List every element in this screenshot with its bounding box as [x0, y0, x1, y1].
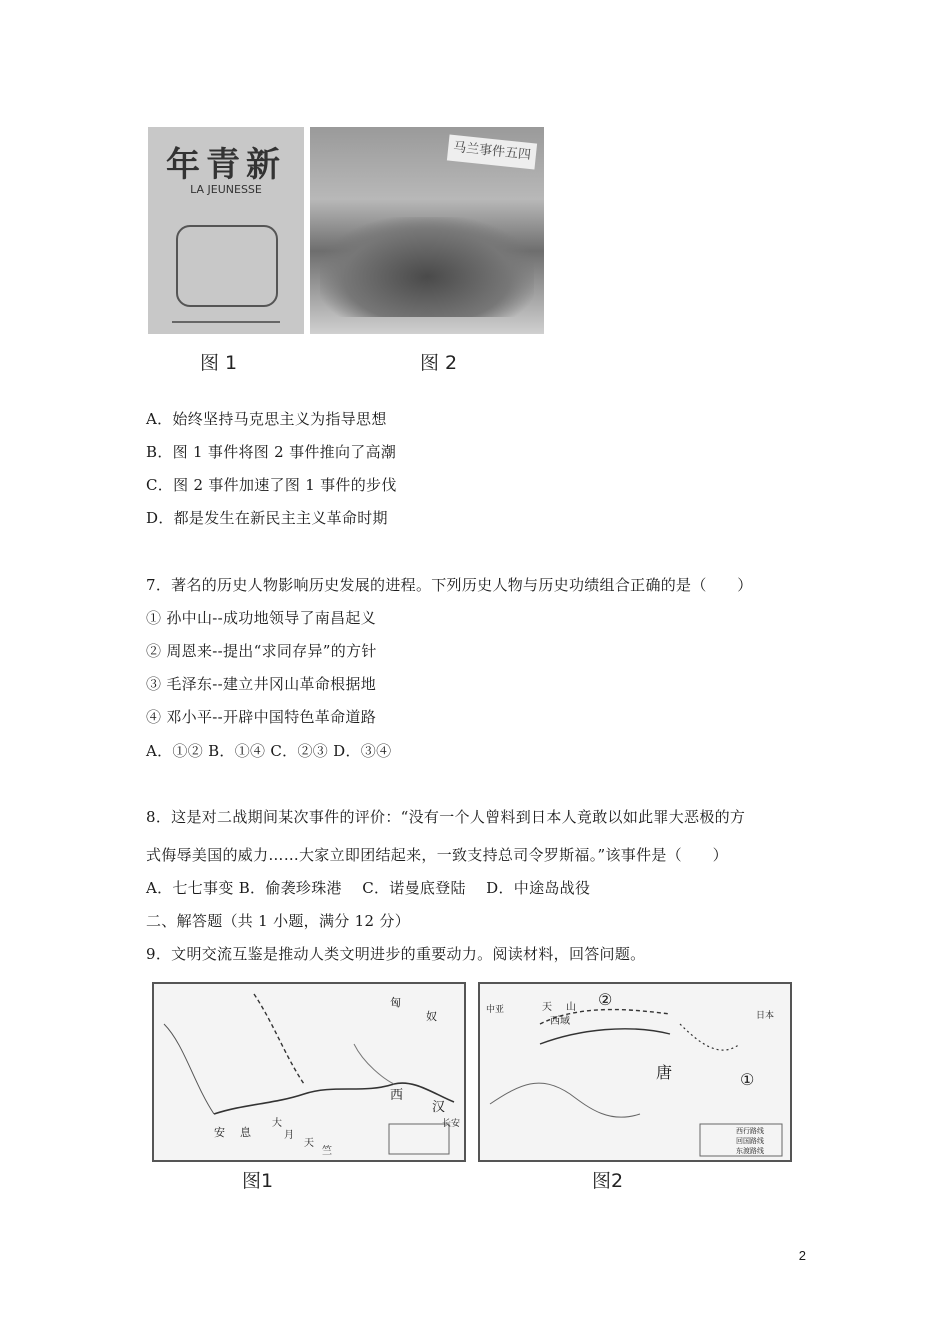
q8-options: A．七七事变 B．偷袭珍珠港 C．诺曼底登陆 D．中途岛战役 — [146, 879, 591, 897]
map-2-label-shan: 山 — [566, 1002, 576, 1013]
map-2-label-circle-1: ① — [740, 1070, 755, 1089]
map-2-legend-return: 回国路线 — [736, 1137, 764, 1145]
q7-item-4: ④ 邓小平--开辟中国特色革命道路 — [146, 708, 377, 726]
page-number: 2 — [798, 1248, 806, 1263]
figure-2-caption: 图 2 — [420, 352, 458, 374]
map-1-label-tianzhu-2: 竺 — [322, 1146, 332, 1157]
figure-1-title: 年青新 — [166, 145, 286, 185]
q7-stem: 7．著名的历史人物影响历史发展的进程。下列历史人物与历史功绩组合正确的是（ ） — [146, 576, 753, 594]
map-2-label-xiyu: 西域 — [550, 1016, 570, 1027]
q8-stem-line-1: 8．这是对二战期间某次事件的评价：“没有一个人曾料到日本人竟敢以如此罪大恶极的方 — [146, 808, 746, 826]
q6-option-b: B．图 1 事件将图 2 事件推向了高潮 — [146, 443, 397, 461]
map-1-label-anxi-1: 安 — [214, 1126, 225, 1139]
section-heading: 二、解答题（共 1 小题，满分 12 分） — [146, 912, 411, 930]
map-2-legend-east: 东渡路线 — [736, 1147, 764, 1155]
map-2-legend-west: 西行路线 — [736, 1127, 764, 1135]
q6-option-d: D．都是发生在新民主主义革命时期 — [146, 509, 388, 527]
figure-2-image — [310, 127, 544, 334]
map-2-label-tian: 天 — [542, 1002, 552, 1013]
q9-stem: 9．文明交流互鉴是推动人类文明进步的重要动力。阅读材料，回答问题。 — [146, 945, 646, 963]
q7-item-2: ② 周恩来--提出“求同存异”的方针 — [146, 642, 377, 660]
figure-2-banner: 马兰事件五四 — [447, 134, 537, 169]
q7-item-1: ① 孙中山--成功地领导了南昌起义 — [146, 609, 377, 627]
map-2-label-tang: 唐 — [656, 1063, 673, 1082]
map-1-label-xihan-2: 汉 — [432, 1100, 446, 1115]
map-1-label-changan: 长安 — [442, 1119, 461, 1129]
figure-1-subtitle: LA JEUNESSE — [190, 183, 262, 196]
map-2-label-zhongya: 中亚 — [486, 1005, 505, 1015]
map-1-caption: 图1 — [242, 1170, 274, 1192]
map-1-label-tianzhu-1: 天 — [304, 1138, 314, 1149]
map-2-label-circle-2: ② — [598, 990, 613, 1009]
figure-1-caption: 图 1 — [200, 352, 238, 374]
figure-1-frame — [176, 225, 278, 307]
map-1-label-dayue-1: 大 — [272, 1118, 282, 1129]
map-1-label-xihan-1: 西 — [390, 1088, 404, 1103]
map-1-label-anxi-2: 息 — [240, 1126, 251, 1139]
map-1-label-dayue-2: 月 — [284, 1130, 294, 1141]
map-1-label-xiongnu-1: 匈 — [390, 996, 401, 1009]
map-1-image — [152, 982, 466, 1162]
q6-option-a: A．始终坚持马克思主义为指导思想 — [146, 410, 387, 428]
q7-options: A．①② B．①④ C．②③ D．③④ — [146, 742, 392, 760]
q7-item-3: ③ 毛泽东--建立井冈山革命根据地 — [146, 675, 377, 693]
map-2-caption: 图2 — [592, 1170, 624, 1192]
figure-1-footer-rule — [172, 321, 280, 323]
q8-stem-line-2: 式侮辱美国的威力……大家立即团结起来，一致支持总司令罗斯福。”该事件是（ ） — [146, 846, 728, 864]
map-2-label-japan: 日本 — [756, 1011, 775, 1021]
figure-1-image — [148, 127, 304, 334]
map-1-label-xiongnu-2: 奴 — [426, 1010, 437, 1023]
q6-option-c: C．图 2 事件加速了图 1 事件的步伐 — [146, 476, 397, 494]
figure-2-crowd — [320, 217, 534, 317]
map-2-image — [478, 982, 792, 1162]
